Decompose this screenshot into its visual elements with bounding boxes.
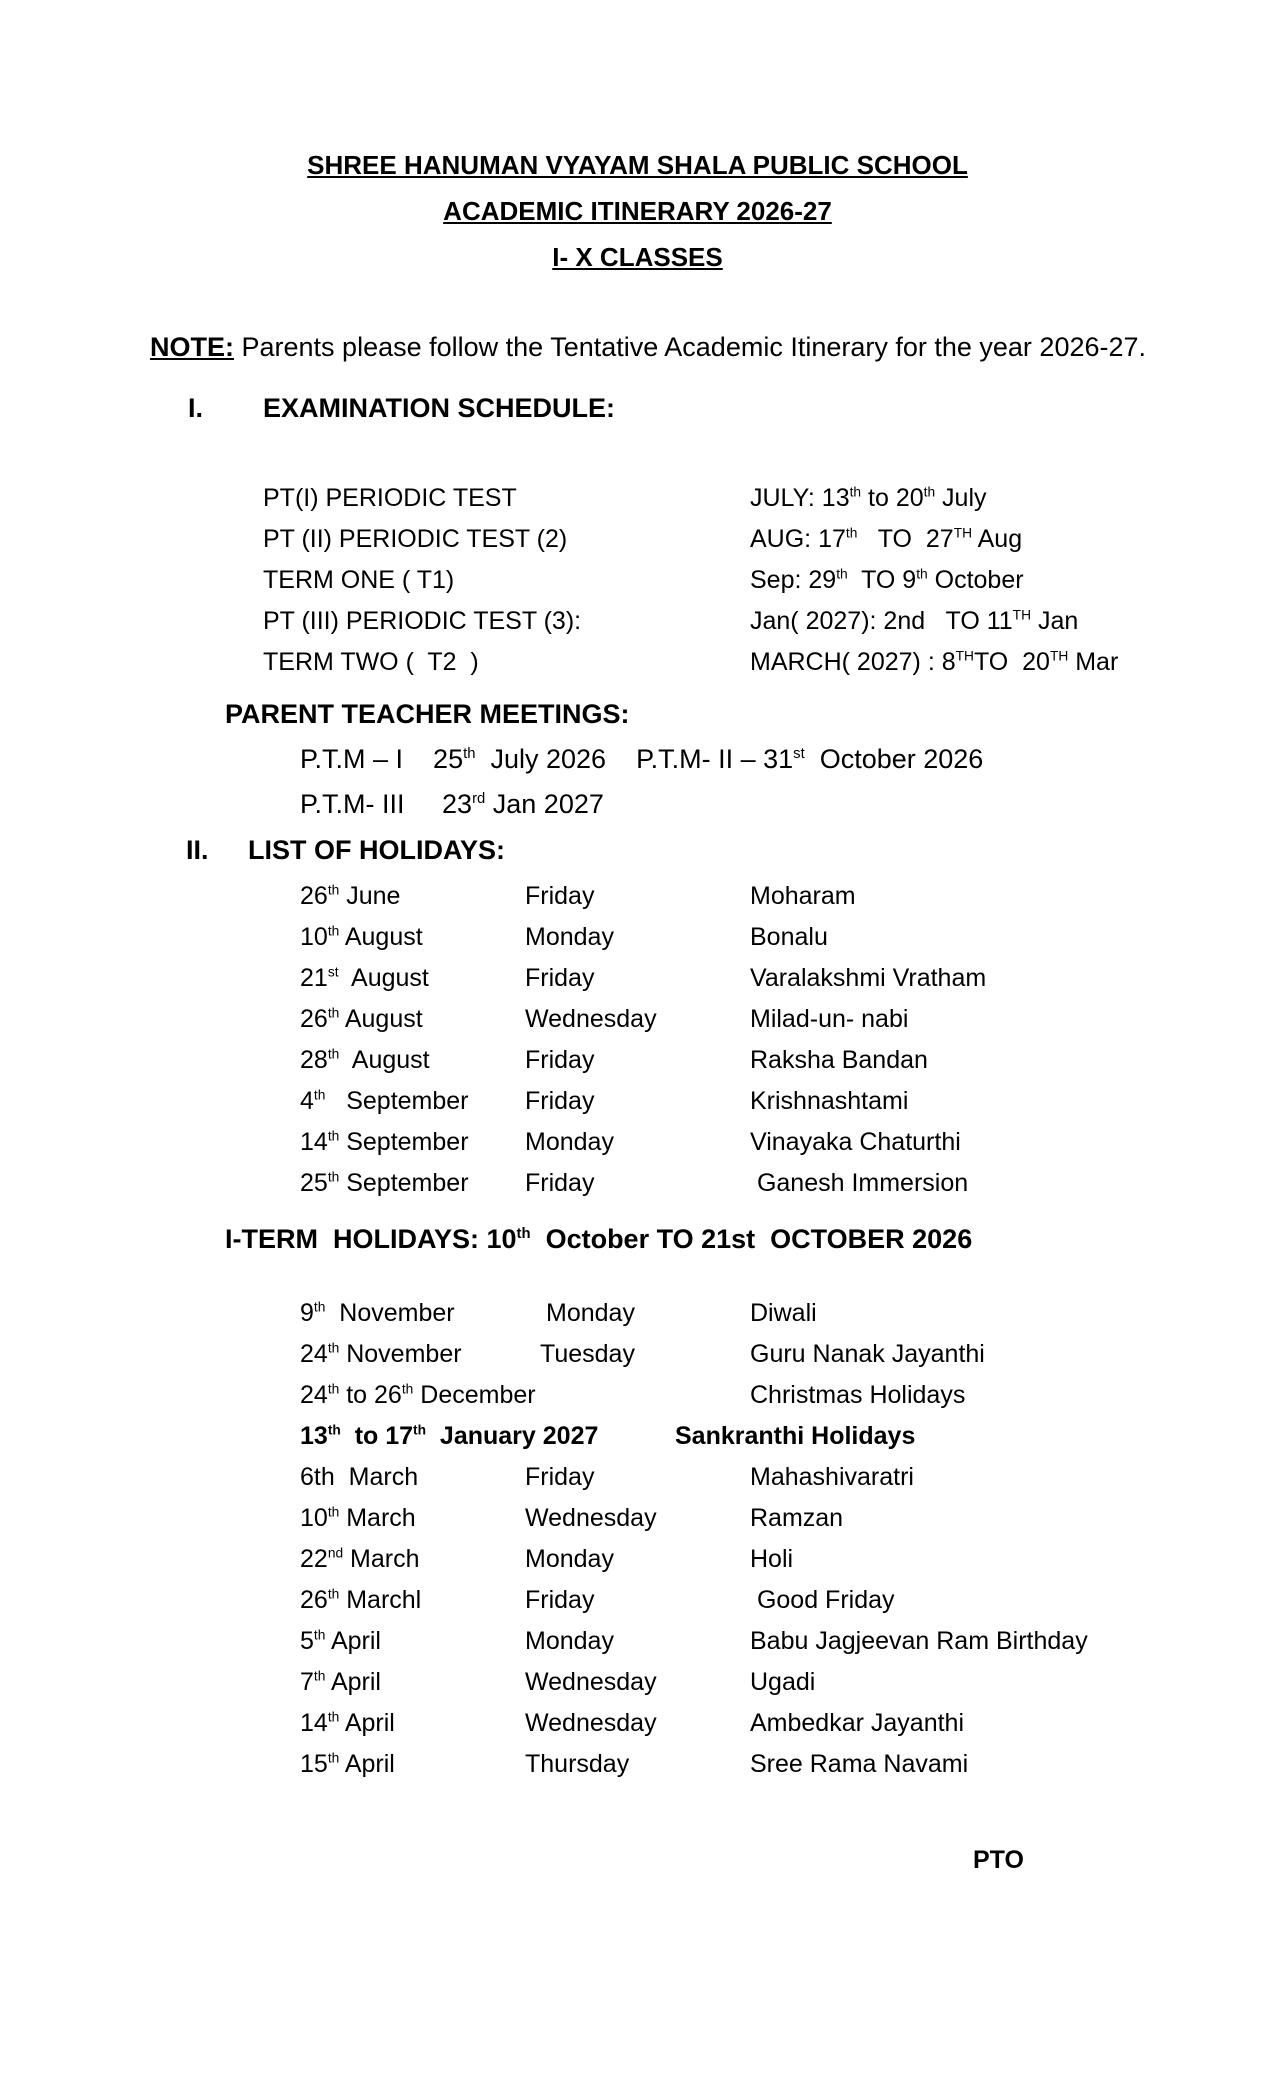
- holiday-date: 10th August: [300, 923, 423, 951]
- holiday-name: Guru Nanak Jayanthi: [750, 1340, 985, 1368]
- holiday-date: 24th to 26th December: [300, 1381, 536, 1409]
- holiday-date: 5th April: [300, 1627, 381, 1655]
- holiday-name: Bonalu: [750, 923, 828, 951]
- ptm-line-1: P.T.M – I 25th July 2026 P.T.M- II – 31st October 2026: [300, 744, 984, 774]
- holiday-day: Monday: [546, 1299, 635, 1327]
- pto-label: PTO: [973, 1846, 1024, 1874]
- exam-section-number: I.: [188, 393, 204, 423]
- holiday-name: Ramzan: [750, 1504, 844, 1532]
- exam-dates: JULY: 13th to 20th July: [750, 484, 987, 512]
- holiday-name: Diwali: [750, 1299, 817, 1327]
- holiday-day: Friday: [525, 1169, 595, 1197]
- holiday-date: 10th March: [300, 1504, 416, 1532]
- holiday-name: Good Friday: [750, 1586, 895, 1614]
- note-text: Parents please follow the Tentative Academic Itinerary for the year 2026-27.: [234, 332, 1147, 362]
- holiday-name: Babu Jagjeevan Ram Birthday: [750, 1627, 1088, 1655]
- school-name: SHREE HANUMAN VYAYAM SHALA PUBLIC SCHOOL: [307, 150, 968, 180]
- holiday-date: 28th August: [300, 1046, 430, 1074]
- holiday-day: Friday: [525, 1586, 595, 1614]
- holiday-name: Mahashivaratri: [750, 1463, 914, 1491]
- holiday-day: Friday: [525, 882, 595, 910]
- holiday-date: 7th April: [300, 1668, 381, 1696]
- holiday-name: Moharam: [750, 882, 856, 910]
- exam-section-heading: EXAMINATION SCHEDULE:: [263, 393, 616, 423]
- holidays-section-number: II.: [186, 835, 209, 865]
- holiday-day: Friday: [525, 1463, 595, 1491]
- holiday-day: Monday: [525, 1545, 614, 1573]
- exam-dates: Jan( 2027): 2nd TO 11TH Jan: [750, 607, 1079, 635]
- holiday-date: 22nd March: [300, 1545, 420, 1573]
- holiday-date: 26th June: [300, 882, 401, 910]
- holidays-section-heading: LIST OF HOLIDAYS:: [248, 835, 506, 865]
- exam-name: PT(I) PERIODIC TEST: [263, 484, 517, 512]
- holiday-date: 21st August: [300, 964, 429, 992]
- holiday-day: Friday: [525, 964, 595, 992]
- holiday-day: Friday: [525, 1046, 595, 1074]
- holiday-date: 6th March: [300, 1463, 419, 1491]
- holiday-date: 24th November: [300, 1340, 462, 1368]
- holiday-day: Monday: [525, 1627, 614, 1655]
- holiday-date: 9th November: [300, 1299, 455, 1327]
- holiday-date: 15th April: [300, 1750, 395, 1778]
- holiday-date: 25th September: [300, 1169, 469, 1197]
- holiday-day: Tuesday: [540, 1340, 635, 1368]
- exam-name: TERM ONE ( T1): [263, 566, 455, 594]
- holiday-name: Krishnashtami: [750, 1087, 909, 1115]
- term-holidays-heading: I-TERM HOLIDAYS: 10th October TO 21st OCTOBER 2026: [225, 1224, 973, 1254]
- holiday-date: 14th September: [300, 1128, 469, 1156]
- holiday-name: Vinayaka Chaturthi: [750, 1128, 961, 1156]
- holiday-name: Christmas Holidays: [750, 1381, 966, 1409]
- classes-title: I- X CLASSES: [552, 242, 723, 272]
- holiday-day: Friday: [525, 1087, 595, 1115]
- exam-name: PT (II) PERIODIC TEST (2): [263, 525, 568, 553]
- note-label: NOTE:: [150, 332, 234, 362]
- holiday-date: 26th Marchl: [300, 1586, 422, 1614]
- exam-name: PT (III) PERIODIC TEST (3):: [263, 607, 582, 635]
- holiday-name: Raksha Bandan: [750, 1046, 928, 1074]
- holiday-day: Thursday: [525, 1750, 630, 1778]
- sankranthi-date: 13th to 17th January 2027: [300, 1422, 599, 1450]
- itinerary-title: ACADEMIC ITINERARY 2026-27: [443, 196, 832, 226]
- note-line: [150, 332, 1146, 363]
- holiday-date: 14th April: [300, 1709, 395, 1737]
- holiday-date: 26th August: [300, 1005, 423, 1033]
- sankranthi-name: Sankranthi Holidays: [675, 1422, 916, 1450]
- holiday-name: Ganesh Immersion: [750, 1169, 969, 1197]
- holiday-name: Milad-un- nabi: [750, 1005, 909, 1033]
- exam-name: TERM TWO ( T2 ): [263, 648, 479, 676]
- ptm-line-2: P.T.M- III 23rd Jan 2027: [300, 789, 604, 819]
- holiday-date: 4th September: [300, 1087, 469, 1115]
- holiday-day: Wednesday: [525, 1005, 657, 1033]
- holiday-name: Ambedkar Jayanthi: [750, 1709, 965, 1737]
- holiday-name: Varalakshmi Vratham: [750, 964, 987, 992]
- exam-dates: MARCH( 2027) : 8THTO 20TH Mar: [750, 648, 1119, 676]
- holiday-name: Holi: [750, 1545, 794, 1573]
- holiday-day: Monday: [525, 1128, 614, 1156]
- holiday-day: Monday: [525, 923, 614, 951]
- holiday-day: Wednesday: [525, 1709, 657, 1737]
- holiday-name: Ugadi: [750, 1668, 816, 1696]
- exam-dates: AUG: 17th TO 27TH Aug: [750, 525, 1023, 553]
- holiday-day: Wednesday: [525, 1668, 657, 1696]
- exam-dates: Sep: 29th TO 9th October: [750, 566, 1024, 594]
- holiday-name: Sree Rama Navami: [750, 1750, 969, 1778]
- holiday-day: Wednesday: [525, 1504, 657, 1532]
- ptm-heading: PARENT TEACHER MEETINGS:: [225, 699, 630, 729]
